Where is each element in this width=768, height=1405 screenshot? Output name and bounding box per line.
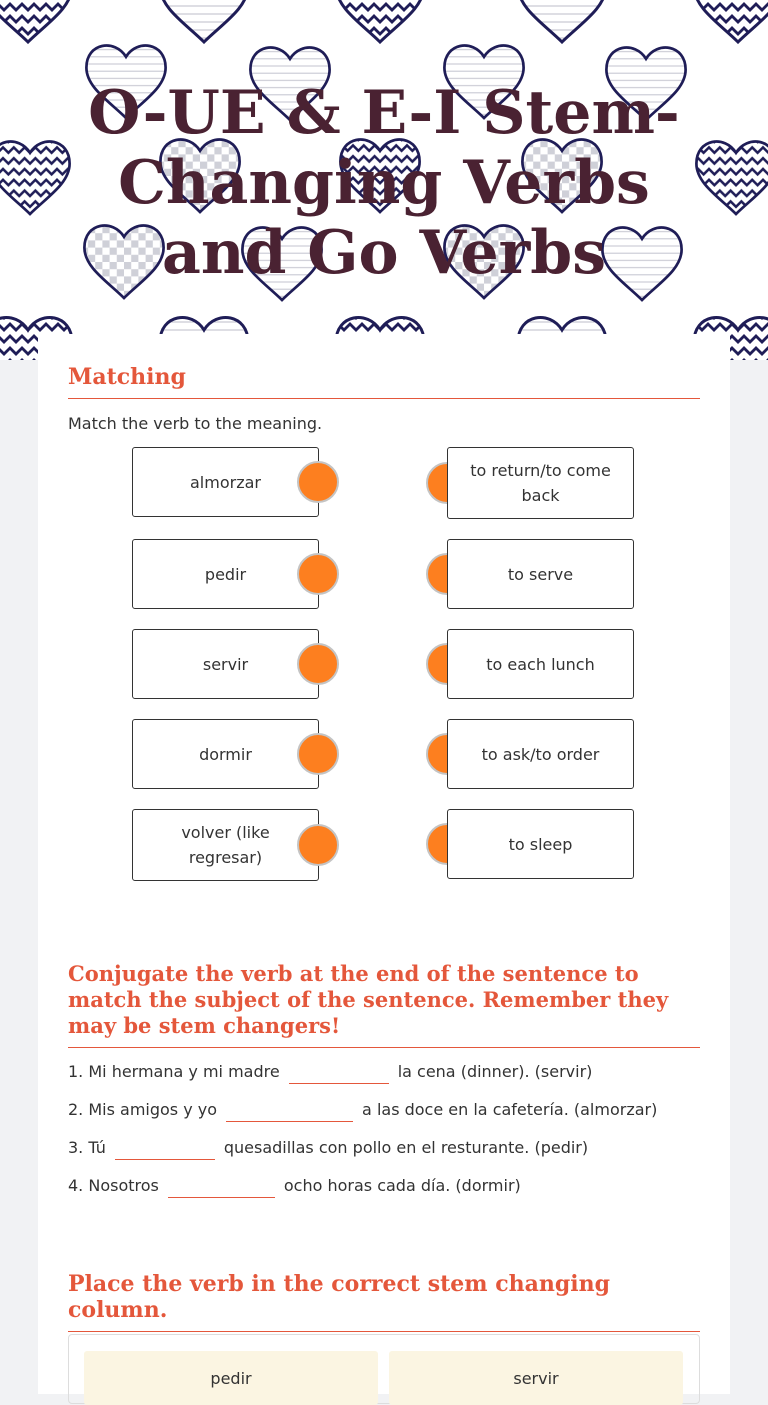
matching-instruction: Match the verb to the meaning. [68,414,323,433]
answer-blank[interactable] [168,1175,275,1198]
sentence-start: 3. Tú [68,1138,106,1157]
answer-blank[interactable] [289,1061,389,1084]
match-left-connector[interactable] [297,461,339,503]
worksheet-card [38,334,730,1394]
match-left-item[interactable]: dormir [132,719,319,789]
match-left-connector[interactable] [297,643,339,685]
draggable-verb-chip[interactable]: servir [389,1351,683,1405]
header-banner [0,0,768,360]
match-right-item[interactable]: to each lunch [447,629,634,699]
match-right-item[interactable]: to return/to come back [447,447,634,519]
answer-blank[interactable] [115,1137,215,1160]
sentence-end: la cena (dinner). (servir) [397,1062,593,1081]
match-left-connector[interactable] [297,733,339,775]
sentence-end: a las doce en la cafetería. (almorzar) [362,1100,658,1119]
match-left-item[interactable]: pedir [132,539,319,609]
match-right-item[interactable]: to ask/to order [447,719,634,789]
draggable-verb-chip[interactable]: pedir [84,1351,378,1405]
sentence-start: 4. Nosotros [68,1176,159,1195]
match-left-connector[interactable] [297,553,339,595]
match-left-item[interactable]: volver (like regresar) [132,809,319,881]
page-title: O-UE & E-I Stem-Changing Verbs and Go Verbs [88,78,680,288]
conjugate-section-title: Conjugate the verb at the end of the sentence to match the subject of the sentence. Remember they may be stem changers! [68,961,700,1048]
match-left-item[interactable]: servir [132,629,319,699]
sentence-start: 1. Mi hermana y mi madre [68,1062,280,1081]
sentence-row [68,1098,657,1122]
sentence-row [68,1060,592,1084]
sentence-end: ocho horas cada día. (dormir) [283,1176,521,1195]
match-left-item[interactable]: almorzar [132,447,319,517]
match-left-connector[interactable] [297,824,339,866]
matching-section-title: Matching [68,364,700,399]
sentence-end: quesadillas con pollo en el resturante. (pedir) [223,1138,589,1157]
sentence-row [68,1136,588,1160]
columns-section-title: Place the verb in the correct stem changing column. [68,1271,700,1332]
match-right-item[interactable]: to serve [447,539,634,609]
sentence-row [68,1174,521,1198]
match-right-item[interactable]: to sleep [447,809,634,879]
column-sort-area [68,1334,700,1404]
answer-blank[interactable] [226,1099,353,1122]
sentence-start: 2. Mis amigos y yo [68,1100,218,1119]
